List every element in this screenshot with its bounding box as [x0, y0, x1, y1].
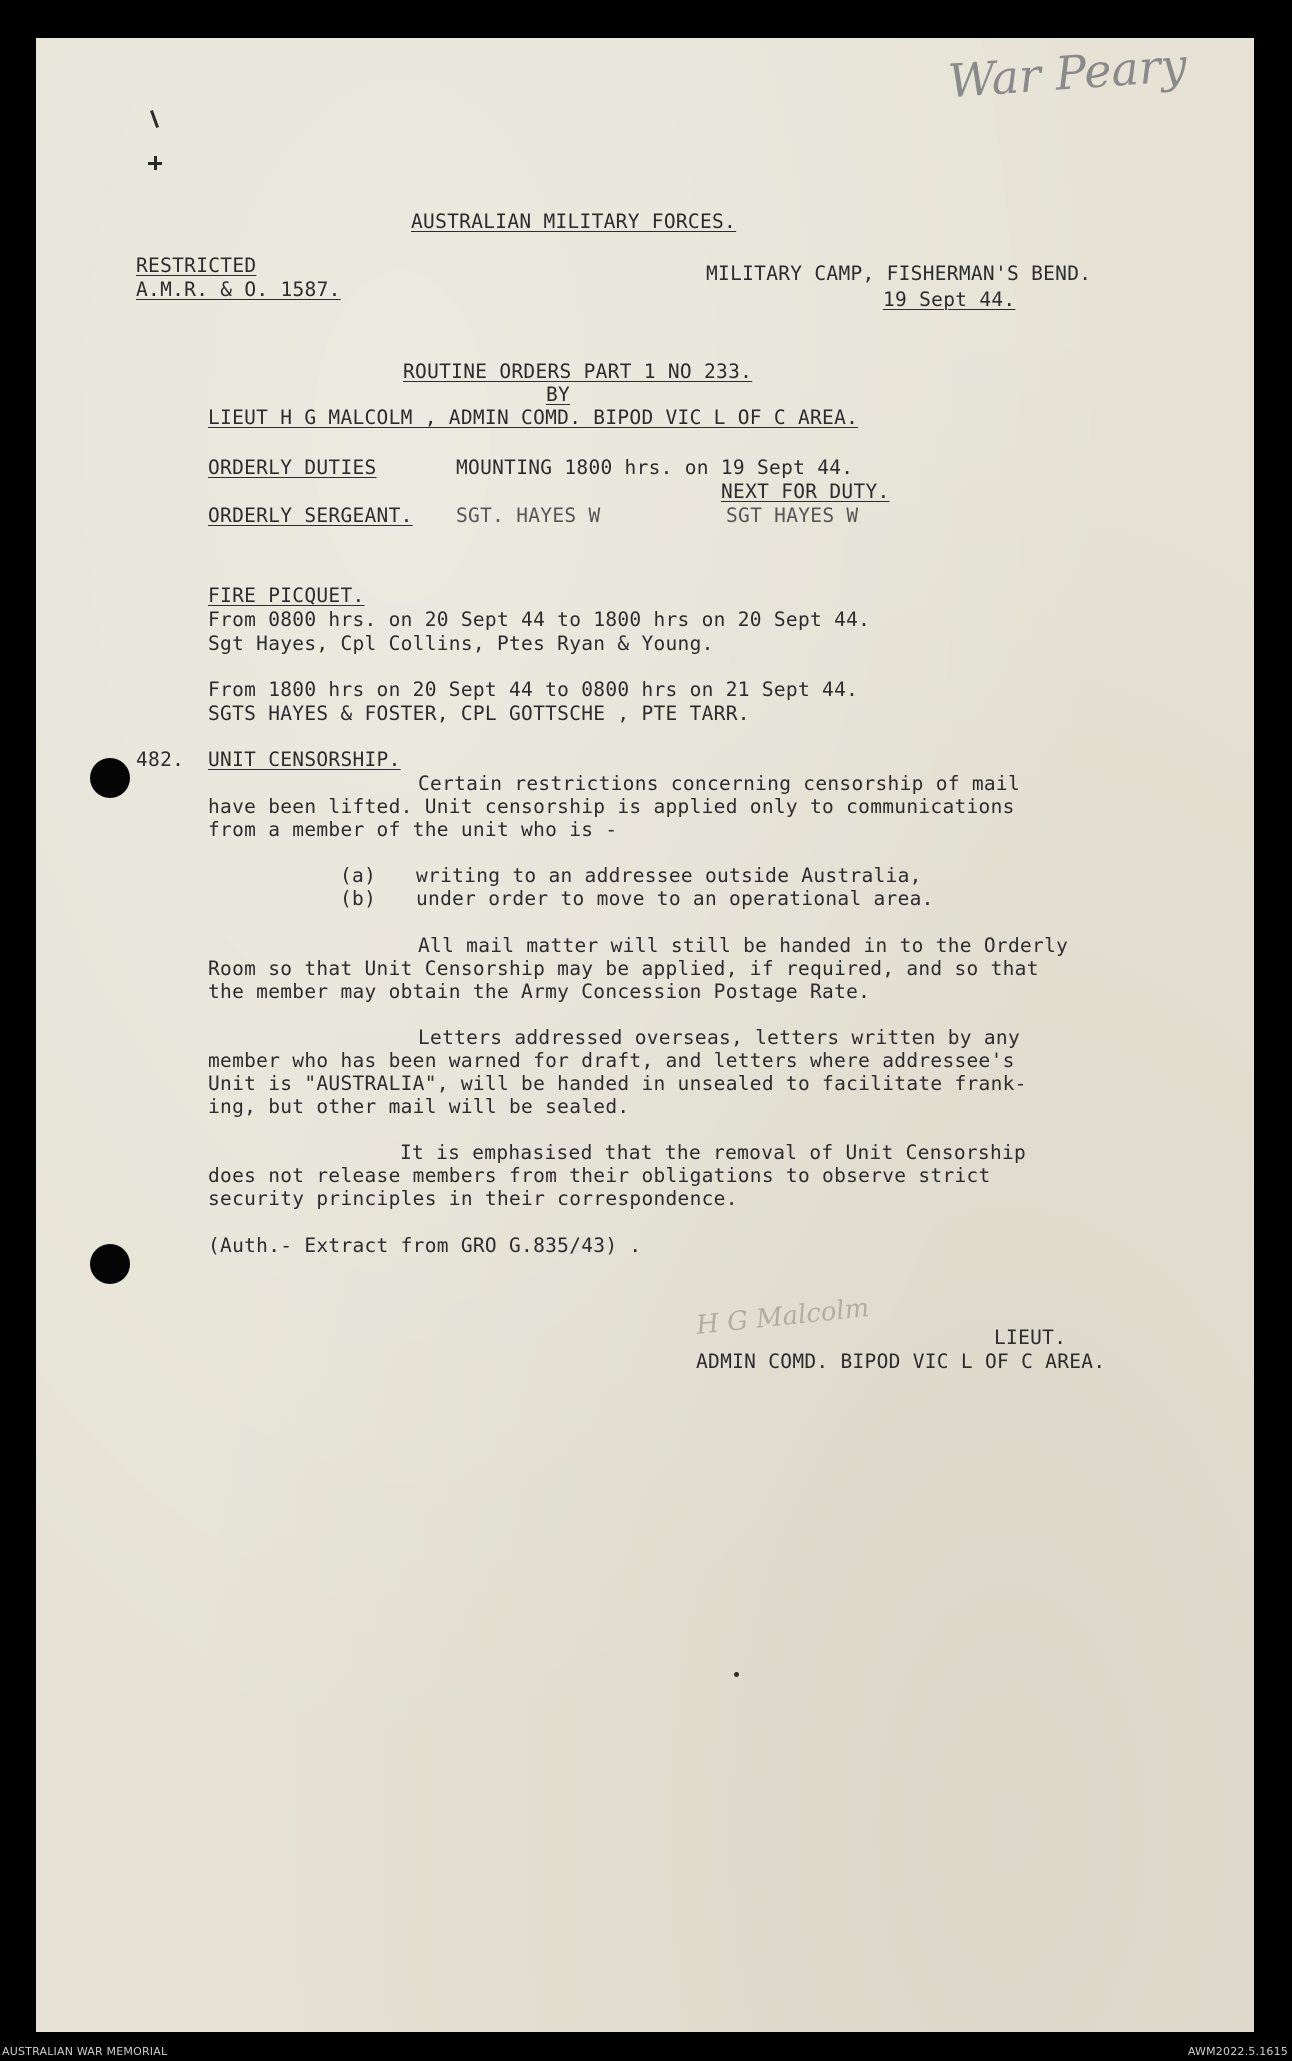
- document-page: [36, 38, 1254, 2032]
- punch-hole: [90, 758, 130, 798]
- duties-mounting: MOUNTING 1800 hrs. on 19 Sept 44.: [456, 456, 854, 479]
- signature-title: ADMIN COMD. BIPOD VIC L OF C AREA.: [696, 1350, 1106, 1373]
- pin-mark: [154, 156, 157, 170]
- orders-title: ROUTINE ORDERS PART 1 NO 233.: [403, 360, 753, 383]
- handwritten-annotation: War Peary: [946, 37, 1189, 109]
- date: 19 Sept 44.: [883, 288, 1016, 311]
- next-sergeant: SGT HAYES W: [726, 504, 859, 527]
- orders-issuer: LIEUT H G MALCOLM , ADMIN COMD. BIPOD VIC L OF C AREA.: [208, 406, 859, 429]
- punch-hole: [90, 1244, 130, 1284]
- section-heading: UNIT CENSORSHIP.: [208, 748, 401, 771]
- list-item: writing to an addressee outside Australia,: [416, 864, 922, 887]
- list-item: under order to move to an operational area.: [416, 887, 934, 910]
- list-item-marker: (a): [340, 864, 377, 887]
- fire-picquet-line: Sgt Hayes, Cpl Collins, Ptes Ryan & Young.: [208, 632, 714, 655]
- fire-picquet-line: From 0800 hrs. on 20 Sept 44 to 1800 hrs on 20 Sept 44.: [208, 608, 871, 631]
- fire-picquet-line: SGTS HAYES & FOSTER, CPL GOTTSCHE , PTE TARR.: [208, 702, 750, 725]
- sergeant-name: SGT. HAYES W: [456, 504, 601, 527]
- signature-rank: LIEUT.: [994, 1326, 1067, 1349]
- footer-left: AUSTRALIAN WAR MEMORIAL: [2, 2045, 168, 2058]
- document-title: AUSTRALIAN MILITARY FORCES.: [411, 210, 737, 233]
- paragraph-line: from a member of the unit who is -: [208, 818, 618, 841]
- duties-label: ORDERLY DUTIES: [208, 456, 377, 479]
- paragraph-line: It is emphasised that the removal of Unit Censorship: [400, 1141, 1027, 1164]
- paragraph-line: Letters addressed overseas, letters written by any: [418, 1026, 1020, 1049]
- list-item-marker: (b): [340, 887, 377, 910]
- paragraph-line: Certain restrictions concerning censorship of mail: [418, 772, 1020, 795]
- paragraph-line: All mail matter will still be handed in to the Orderly: [418, 934, 1069, 957]
- location: MILITARY CAMP, FISHERMAN'S BEND.: [706, 262, 1092, 285]
- classification: RESTRICTED: [136, 254, 257, 277]
- paragraph-line: Unit is "AUSTRALIA", will be handed in unsealed to facilitate frank-: [208, 1072, 1027, 1095]
- pin-mark: [150, 110, 159, 128]
- paragraph-line: have been lifted. Unit censorship is applied only to communications: [208, 795, 1015, 818]
- sergeant-label: ORDERLY SERGEANT.: [208, 504, 413, 527]
- paragraph-line: security principles in their correspondence.: [208, 1187, 738, 1210]
- footer-right: AWM2022.5.1615: [1187, 2045, 1288, 2058]
- paragraph-line: does not release members from their obligations to observe strict: [208, 1164, 991, 1187]
- section-number: 482.: [136, 748, 185, 771]
- fire-picquet-line: From 1800 hrs on 20 Sept 44 to 0800 hrs on 21 Sept 44.: [208, 678, 859, 701]
- signature-scribble: H G Malcolm: [694, 1293, 871, 1341]
- ink-dot: [734, 1672, 739, 1677]
- orders-by: BY: [546, 383, 571, 406]
- fire-picquet-heading: FIRE PICQUET.: [208, 584, 365, 607]
- paragraph-line: Room so that Unit Censorship may be applied, if required, and so that: [208, 957, 1039, 980]
- paragraph-line: member who has been warned for draft, and letters where addressee's: [208, 1049, 1015, 1072]
- paragraph-line: the member may obtain the Army Concession Postage Rate.: [208, 980, 871, 1003]
- reference: A.M.R. & O. 1587.: [136, 278, 341, 301]
- next-for-duty: NEXT FOR DUTY.: [721, 480, 890, 503]
- authority-note: (Auth.- Extract from GRO G.835/43) .: [208, 1234, 642, 1257]
- paragraph-line: ing, but other mail will be sealed.: [208, 1095, 630, 1118]
